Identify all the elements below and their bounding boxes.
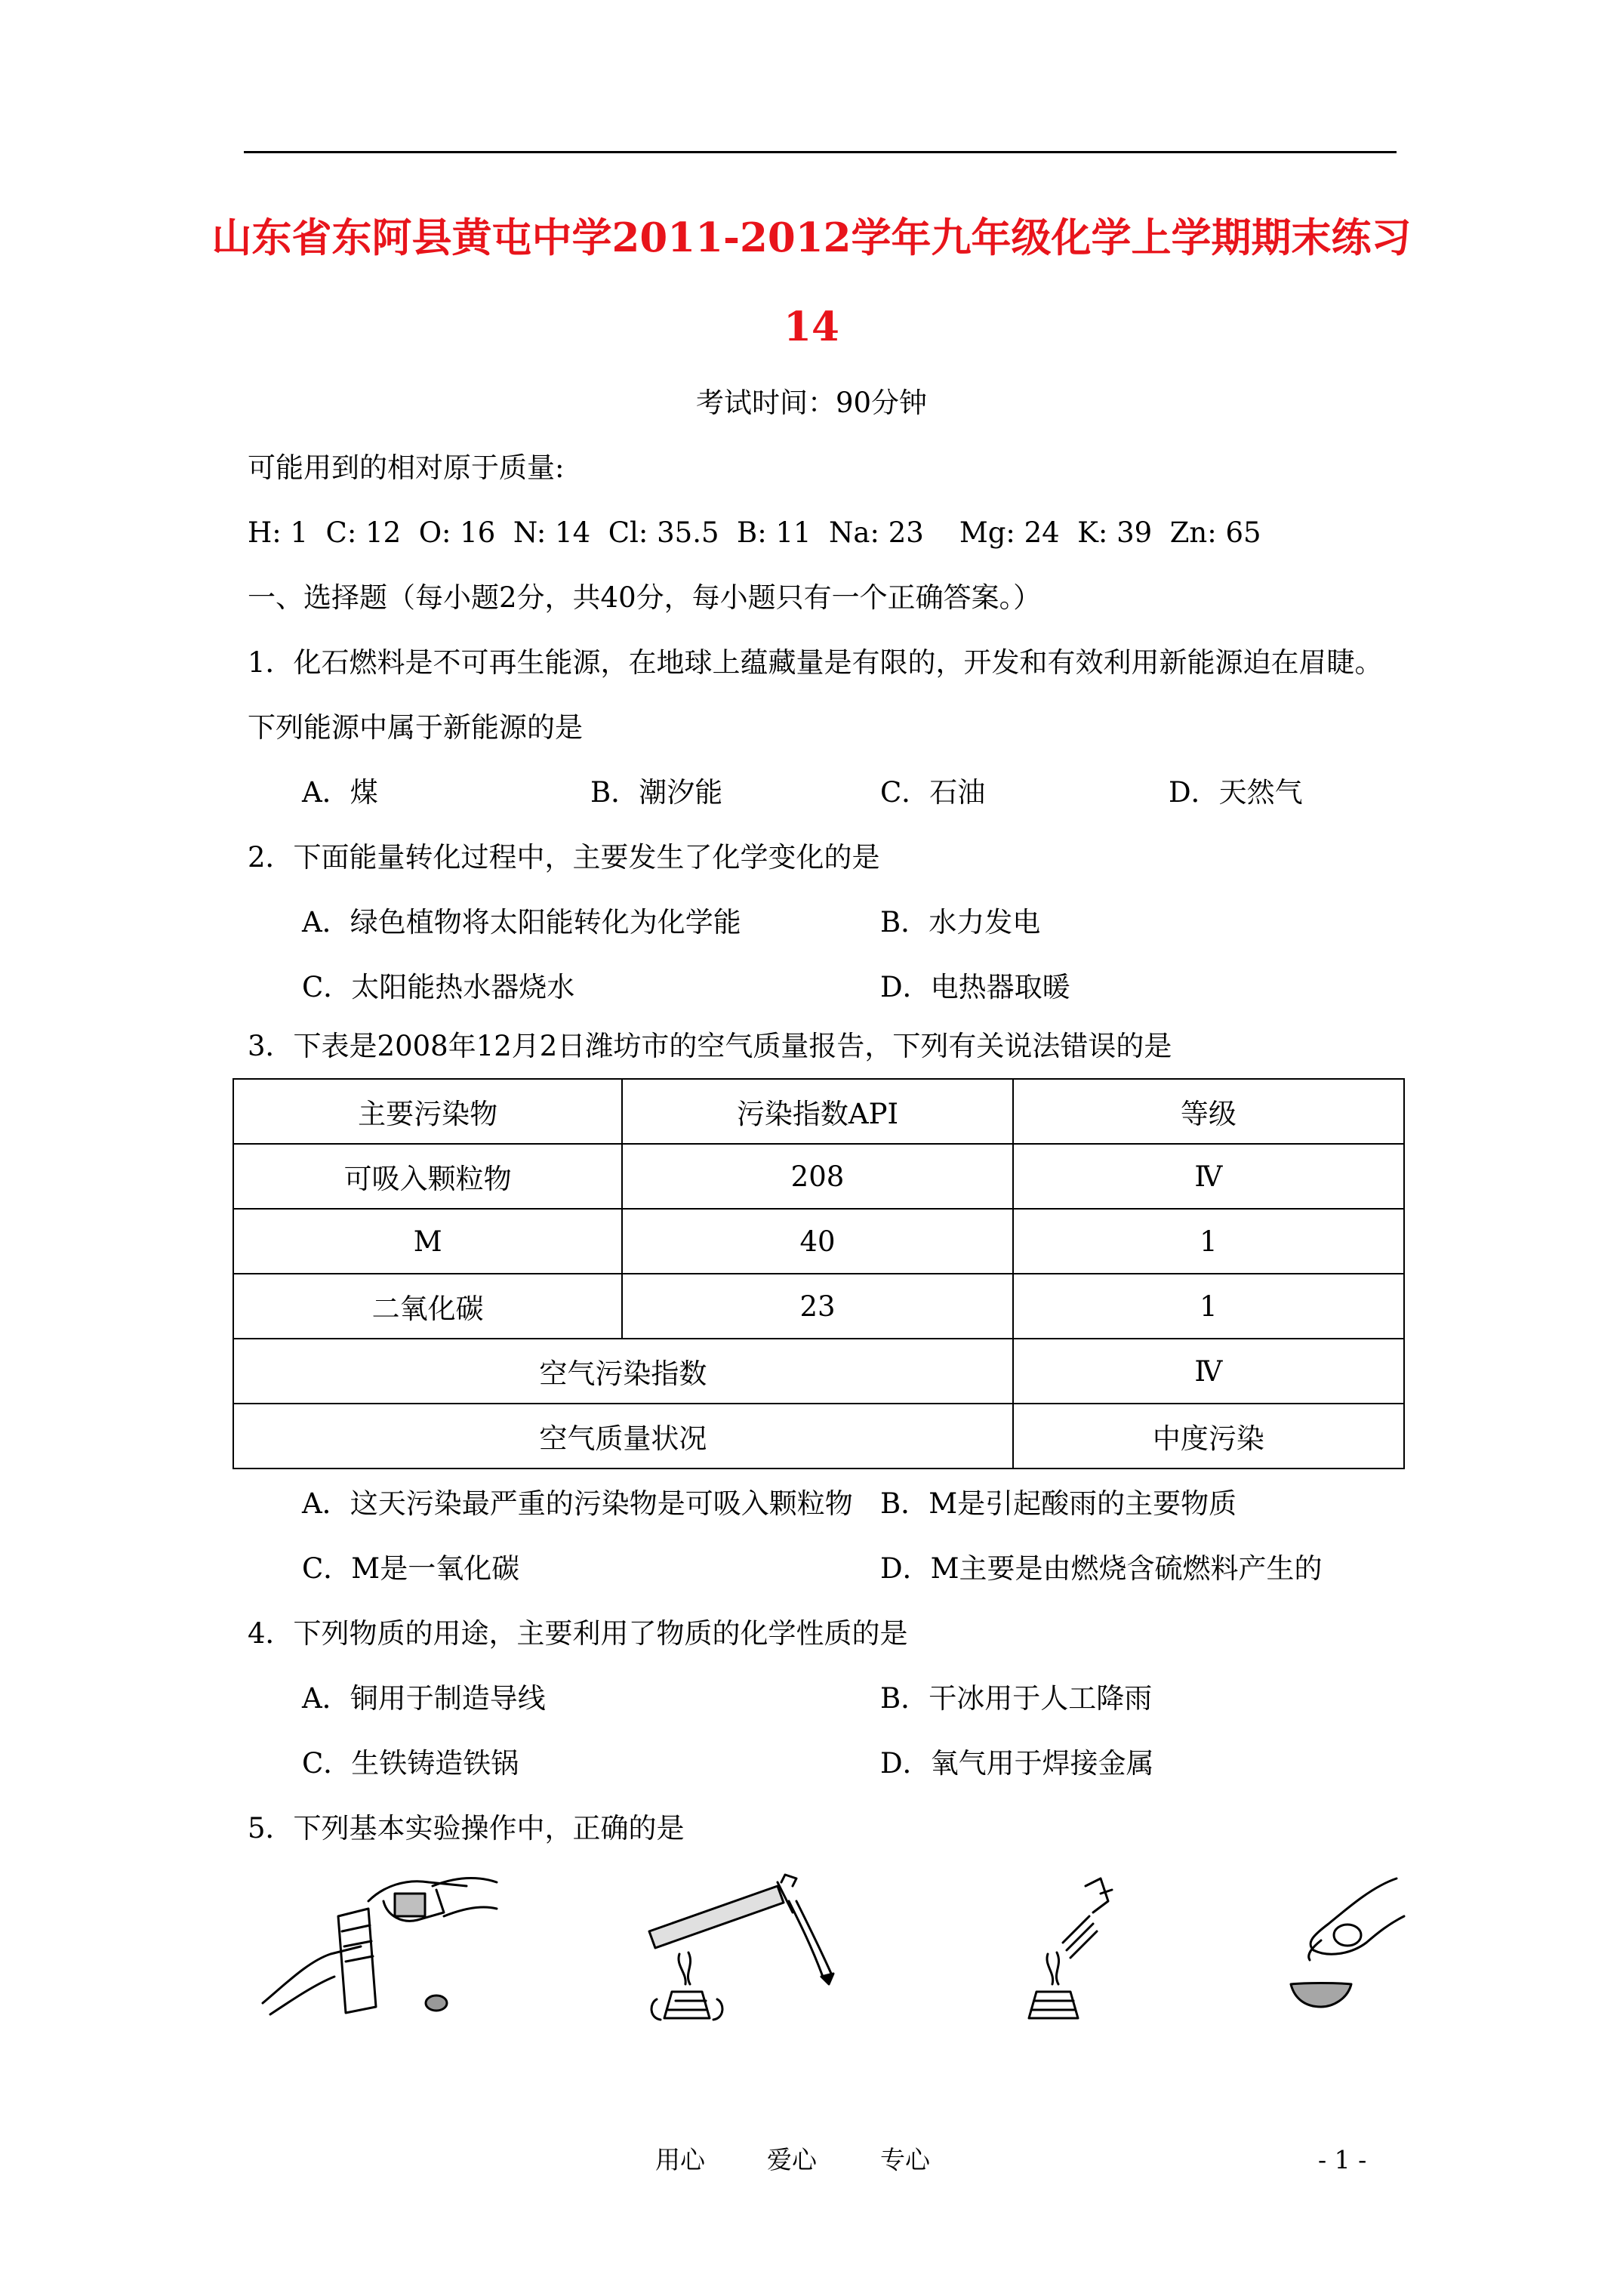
q1-option-d: D．天然气	[1169, 776, 1303, 809]
header-rule	[244, 151, 1397, 153]
q4-option-d: D．氧气用于焊接金属	[880, 1747, 1154, 1780]
table-cell-status-value: 中度污染	[1013, 1404, 1404, 1469]
footer-motto-2: 爱心	[767, 2145, 817, 2174]
q1-stem-line2: 下列能源中属于新能源的是	[248, 711, 583, 744]
q3-option-a: A．这天污染最严重的污染物是可吸入颗粒物	[302, 1487, 853, 1520]
table-cell: 23	[622, 1274, 1012, 1339]
q3-stem: 3．下表是2008年12月2日潍坊市的空气质量报告，下列有关说法错误的是	[248, 1030, 1172, 1062]
lighting-lamp-figure	[995, 1871, 1176, 2022]
section-heading: 一、选择题（每小题2分，共40分，每小题只有一个正确答案。）	[248, 581, 1042, 614]
table-cell: 208	[622, 1144, 1012, 1209]
q4-option-c: C．生铁铸造铁锅	[302, 1747, 519, 1780]
footer-motto-3: 专心	[880, 2145, 930, 2174]
table-cell: Ⅳ	[1013, 1144, 1404, 1209]
footer-motto-1: 用心	[655, 2145, 705, 2174]
pouring-liquid-figure	[255, 1871, 504, 2022]
q4-stem: 4．下列物质的用途，主要利用了物质的化学性质的是	[248, 1617, 908, 1650]
table-row	[233, 1209, 1404, 1274]
table-cell-index-value: Ⅳ	[1013, 1339, 1404, 1404]
masses-label: 可能用到的相对原于质量:	[248, 451, 565, 484]
air-quality-table	[233, 1078, 1405, 1469]
q1-stem-line1: 1．化石燃料是不可再生能源，在地球上蕴藏量是有限的，开发和有效利用新能源迫在眉睫。	[248, 646, 1383, 679]
table-cell: 二氧化碳	[233, 1274, 622, 1339]
q3-option-d: D．M主要是由燃烧含硫燃料产生的	[880, 1552, 1323, 1585]
table-cell-index-label: 空气污染指数	[233, 1339, 1013, 1404]
adding-solid-figure	[1261, 1871, 1412, 2022]
q1-option-b: B．潮汐能	[590, 776, 723, 809]
table-cell-status-label: 空气质量状况	[233, 1404, 1013, 1469]
q3-option-b: B．M是引起酸雨的主要物质	[880, 1487, 1237, 1520]
heating-test-tube-figure	[634, 1871, 861, 2022]
table-row	[233, 1274, 1404, 1339]
q4-option-a: A．铜用于制造导线	[302, 1682, 546, 1715]
table-cell: 可吸入颗粒物	[233, 1144, 622, 1209]
table-cell: 1	[1013, 1274, 1404, 1339]
table-header-row	[233, 1079, 1404, 1144]
q4-option-b: B．干冰用于人工降雨	[880, 1682, 1153, 1715]
q2-option-a: A．绿色植物将太阳能转化为化学能	[302, 906, 741, 938]
masses-values: H: 1 C: 12 O: 16 N: 14 Cl: 35.5 B: 11 Na: 23 Mg: 24 K: 39 Zn: 65	[248, 516, 1261, 549]
q5-stem: 5．下列基本实验操作中，正确的是	[248, 1812, 685, 1845]
q1-option-a: A．煤	[302, 776, 378, 809]
table-cell: 40	[622, 1209, 1012, 1274]
table-row	[233, 1144, 1404, 1209]
q2-stem: 2．下面能量转化过程中，主要发生了化学变化的是	[248, 841, 880, 874]
document-title-line2: 14	[784, 304, 839, 350]
table-header-cell: 污染指数API	[622, 1079, 1012, 1144]
table-row	[233, 1339, 1404, 1404]
q2-option-c: C．太阳能热水器烧水	[302, 971, 575, 1003]
q1-option-c: C．石油	[880, 776, 986, 809]
q2-option-d: D．电热器取暖	[880, 971, 1070, 1003]
q2-option-b: B．水力发电	[880, 906, 1041, 938]
table-row	[233, 1404, 1404, 1469]
page-number: - 1 -	[1318, 2145, 1367, 2174]
document-title-line1: 山东省东阿县黄屯中学2011-2012学年九年级化学上学期期末练习	[211, 214, 1412, 261]
exam-time: 考试时间：90分钟	[695, 387, 928, 419]
q3-option-c: C．M是一氧化碳	[302, 1552, 520, 1585]
table-header-cell: 主要污染物	[233, 1079, 622, 1144]
table-cell: 1	[1013, 1209, 1404, 1274]
table-header-cell: 等级	[1013, 1079, 1404, 1144]
table-cell: M	[233, 1209, 622, 1274]
